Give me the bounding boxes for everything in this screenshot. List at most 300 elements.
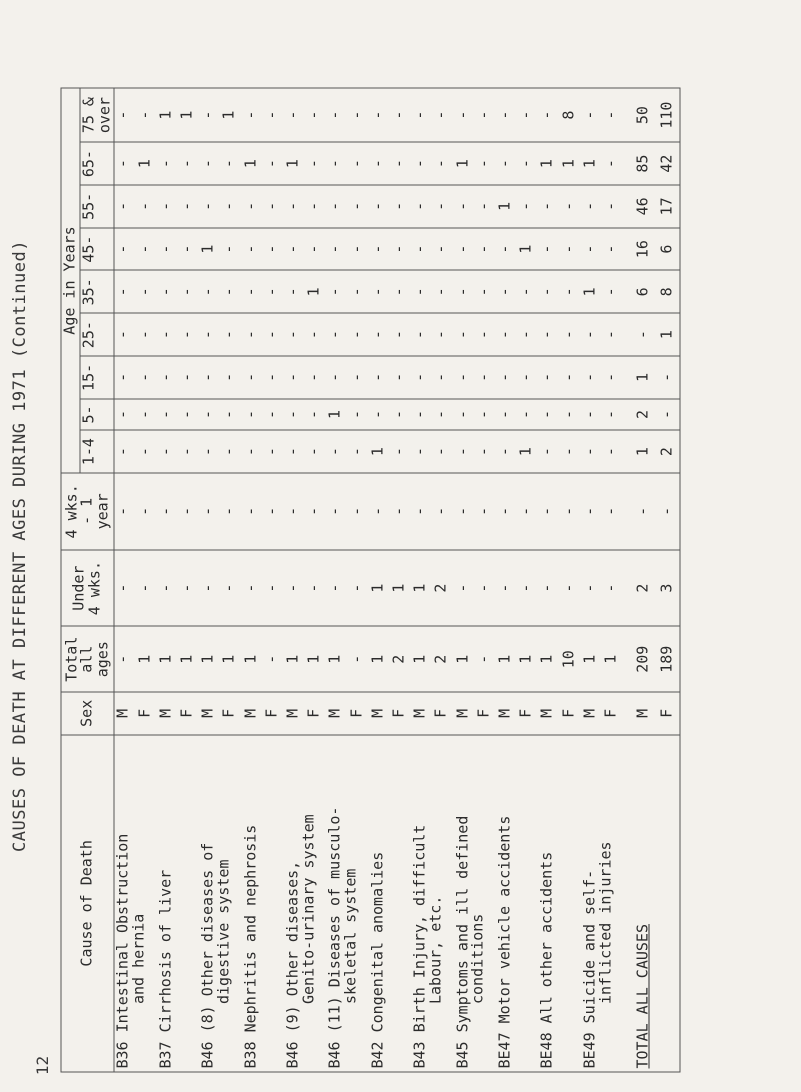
value-cell: - [348,550,369,627]
table-row [538,88,559,1072]
cause-cell [369,735,411,1072]
cause-cell [623,735,679,1072]
value-cell: - [496,142,517,185]
value-cell: - [178,270,199,313]
value-cell: - [326,228,347,271]
value-cell: 6 [658,228,680,271]
value-cell: 2 [623,550,657,627]
value-cell: - [454,185,475,228]
value-cell: - [390,356,411,399]
value-cell: - [136,473,157,550]
sex-cell: F [220,692,241,735]
value-cell: - [369,356,390,399]
sex-cell: F [560,692,581,735]
age-label: 25- [78,321,97,349]
value-cell: - [475,356,496,399]
page-title [0,0,40,1092]
header-age-75-over [79,88,114,142]
value-cell: - [538,550,559,627]
header-age-55 [79,185,114,228]
value-cell: 46 [623,185,657,228]
value-cell: 1 [581,142,602,185]
value-cell: 1 [136,142,157,185]
table-row [496,88,517,1072]
value-cell: 1 [157,626,178,691]
value-cell: - [284,430,305,473]
value-cell: - [475,142,496,185]
value-cell: - [602,88,623,142]
value-cell: - [411,430,432,473]
table-row [242,88,263,1072]
cause-name-line1 [539,738,555,1068]
value-cell: - [326,550,347,627]
value-cell: - [538,473,559,550]
value-cell: - [157,313,178,356]
value-cell: - [390,142,411,185]
value-cell: - [475,228,496,271]
sex-cell: M [454,692,475,735]
value-cell: - [348,430,369,473]
value-cell: - [348,399,369,430]
value-cell: - [348,88,369,142]
header-sex-text: Sex [77,699,96,727]
value-cell: 1 [602,626,623,691]
value-cell: - [284,228,305,271]
value-cell: 209 [623,626,657,691]
value-cell: - [390,228,411,271]
cause-name-line1 [115,738,131,1068]
cause-text: Intestinal Obstruction [113,833,132,1033]
value-cell: - [136,228,157,271]
value-cell: - [369,313,390,356]
table-row [454,88,475,1072]
value-cell: 1 [560,142,581,185]
value-cell: - [178,356,199,399]
value-cell: - [114,228,136,271]
value-cell: - [602,399,623,430]
value-cell: - [242,399,263,430]
value-cell: - [199,356,220,399]
cause-name-line1 [240,738,259,1069]
sex-cell: M [369,692,390,735]
value-cell: - [517,550,538,627]
value-cell: 2 [658,430,680,473]
causes-of-death-table-container [60,88,680,1073]
value-cell: - [157,270,178,313]
sex-cell: F [178,692,199,735]
value-cell: - [284,185,305,228]
value-cell: 1 [623,356,657,399]
sex-cell: F [475,692,496,735]
value-cell: - [560,399,581,430]
value-cell: 1 [369,430,390,473]
header-age-group-text: Age in Years [60,226,78,335]
value-cell: - [369,228,390,271]
cause-cell [326,735,368,1072]
value-cell: - [454,270,475,313]
value-cell: - [560,185,581,228]
value-cell: - [538,270,559,313]
table-row [411,88,432,1072]
header-4wks-line2: - 1 [77,497,96,525]
cause-text: All other accidents [537,851,556,1024]
cause-cell [199,735,241,1072]
value-cell: - [326,430,347,473]
value-cell: - [305,473,326,550]
value-cell: 1 [284,626,305,691]
cause-name-line2 [213,738,232,1068]
total-label: TOTAL ALL CAUSES [633,924,652,1069]
value-cell: - [114,626,136,691]
sex-cell: M [581,692,602,735]
header-total-line1: Total [61,636,80,682]
value-cell: - [305,88,326,142]
cause-text: (8) Other diseases of [198,842,217,1033]
value-cell: 110 [658,88,680,142]
value-cell: 1 [658,313,680,356]
value-cell: - [199,88,220,142]
value-cell: - [581,399,602,430]
value-cell: - [496,88,517,142]
value-cell: - [178,313,199,356]
cause-cell [284,735,326,1072]
value-cell: - [263,473,284,550]
table-header [61,88,114,1072]
value-cell: 2 [432,550,453,627]
value-cell: - [475,88,496,142]
value-cell: 42 [658,142,680,185]
value-cell: - [496,399,517,430]
cause-name-line2 [425,738,444,1068]
value-cell: - [114,185,136,228]
value-cell: - [199,430,220,473]
header-4wks-line3: year [93,493,111,530]
value-cell: - [538,228,559,271]
value-cell: - [136,185,157,228]
causes-of-death-table [60,88,680,1073]
value-cell: 1 [517,626,538,691]
header-cause-text: Cause of Death [77,840,96,967]
value-cell: - [432,270,453,313]
age-label: 45- [78,235,97,263]
page-number [28,1050,58,1080]
age-label: 65- [78,150,97,178]
sex-cell: F [136,692,157,735]
value-cell: - [178,473,199,550]
table-row [623,88,657,1072]
value-cell: 1 [538,142,559,185]
value-cell: - [602,185,623,228]
value-cell: - [284,550,305,627]
value-cell: 50 [623,88,657,142]
value-cell: - [157,550,178,627]
value-cell: - [454,473,475,550]
value-cell: - [602,550,623,627]
cause-code: BE48 [537,1032,556,1069]
value-cell: - [560,313,581,356]
value-cell: - [284,270,305,313]
value-cell: - [305,185,326,228]
value-cell: - [326,356,347,399]
cause-text: and hernia [129,913,147,1004]
cause-code: B43 [410,1041,429,1069]
sex-cell: M [326,692,347,735]
value-cell: - [305,313,326,356]
value-cell: - [348,356,369,399]
cause-code: B45 [452,1041,471,1069]
value-cell: - [326,88,347,142]
value-cell: - [369,185,390,228]
sex-cell: M [284,692,305,735]
value-cell: - [496,356,517,399]
value-cell: - [602,142,623,185]
value-cell: 1 [411,550,432,627]
cause-text: digestive system [213,859,232,1004]
value-cell: - [538,356,559,399]
value-cell: - [114,313,136,356]
value-cell: 1 [136,626,157,691]
page-title-text: CAUSES OF DEATH AT DIFFERENT AGES DURING 1971 (Continued) [10,240,31,852]
value-cell: - [157,473,178,550]
value-cell: - [602,430,623,473]
value-cell: - [136,270,157,313]
sex-cell: F [432,692,453,735]
value-cell: - [517,356,538,399]
value-cell: - [411,270,432,313]
value-cell: - [602,313,623,356]
value-cell: - [411,356,432,399]
value-cell: - [114,550,136,627]
value-cell: - [454,399,475,430]
value-cell: - [136,313,157,356]
value-cell: 1 [178,88,199,142]
value-cell: - [496,270,517,313]
value-cell: - [199,313,220,356]
table-row [369,88,390,1072]
value-cell: 1 [199,228,220,271]
value-cell: 1 [199,626,220,691]
cause-text: Genito-urinary system [298,814,317,1004]
value-cell: - [242,88,263,142]
value-cell: - [411,185,432,228]
value-cell: - [658,356,680,399]
value-cell: - [199,270,220,313]
value-cell: - [178,399,199,430]
header-age-15 [79,356,114,399]
age-label: 35- [78,278,97,306]
value-cell: - [263,626,284,691]
value-cell: 2 [623,399,657,430]
cause-cell [496,735,538,1072]
value-cell: - [602,473,623,550]
cause-code: B38 [240,1041,259,1069]
value-cell: - [157,399,178,430]
header-total-line3: ages [93,641,111,678]
sex-cell: M [623,692,657,735]
value-cell: - [220,228,241,271]
value-cell: - [178,142,199,185]
value-cell: - [242,430,263,473]
cause-text: conditions [468,913,487,1004]
value-cell: 1 [517,228,538,271]
value-cell: - [178,228,199,271]
value-cell: 1 [454,626,475,691]
value-cell: - [496,313,517,356]
value-cell: 1 [305,270,326,313]
page-number-text: 12 [33,1055,53,1075]
value-cell: - [411,399,432,430]
cause-text: (9) Other diseases, [282,860,301,1033]
value-cell: - [178,550,199,627]
value-cell: 1 [496,626,517,691]
value-cell: - [178,185,199,228]
sex-cell: M [199,692,220,735]
value-cell: - [220,270,241,313]
value-cell: 1 [242,142,263,185]
value-cell: 1 [517,430,538,473]
value-cell: - [136,356,157,399]
value-cell: - [432,228,453,271]
value-cell: - [220,473,241,550]
cause-code: B42 [367,1041,386,1069]
table-row [326,88,347,1072]
value-cell: - [538,430,559,473]
value-cell: - [263,356,284,399]
header-age-45 [79,228,114,271]
value-cell: - [114,142,136,185]
cause-text: skeletal system [341,868,360,1004]
value-cell: 6 [623,270,657,313]
value-cell: - [157,228,178,271]
value-cell: - [454,88,475,142]
value-cell: - [658,399,680,430]
value-cell: - [390,88,411,142]
value-cell: 189 [658,626,680,691]
value-cell: - [284,88,305,142]
age-label: 75 & [78,97,97,134]
value-cell: - [326,270,347,313]
cause-code: B46 [325,1041,344,1069]
value-cell: - [432,88,453,142]
cause-name-line1 [497,738,513,1068]
value-cell: - [178,430,199,473]
value-cell: 1 [220,88,241,142]
value-cell: - [390,430,411,473]
value-cell: - [263,399,284,430]
cause-name-line1 [367,738,386,1069]
cause-cell [454,735,496,1072]
value-cell: 8 [658,270,680,313]
header-total [61,626,114,691]
value-cell: - [348,473,369,550]
value-cell: - [475,550,496,627]
sex-cell: F [348,692,369,735]
value-cell: - [517,270,538,313]
value-cell: - [348,228,369,271]
value-cell: 1 [326,399,347,430]
value-cell: - [517,473,538,550]
value-cell: - [454,356,475,399]
value-cell: - [475,270,496,313]
value-cell: - [411,228,432,271]
value-cell: 1 [284,142,305,185]
value-cell: - [602,356,623,399]
value-cell: 1 [538,626,559,691]
value-cell: - [348,185,369,228]
value-cell: - [242,185,263,228]
value-cell: - [220,142,241,185]
value-cell: - [157,185,178,228]
cause-text: Birth Injury, difficult [410,824,429,1033]
cause-name-line2 [470,738,486,1068]
value-cell: - [199,473,220,550]
value-cell: - [432,356,453,399]
value-cell: - [263,550,284,627]
value-cell: - [560,550,581,627]
sex-cell: M [538,692,559,735]
value-cell: - [199,185,220,228]
cause-text: Labour, etc. [425,895,444,1004]
value-cell: - [369,270,390,313]
header-age-65 [79,142,114,185]
value-cell: - [326,142,347,185]
table-row [157,88,178,1072]
value-cell: - [517,142,538,185]
cause-cell [538,735,580,1072]
value-cell: - [475,626,496,691]
value-cell: - [560,228,581,271]
age-label: 1-4 [78,438,97,466]
value-cell: - [432,430,453,473]
cause-code: B36 [113,1041,132,1069]
value-cell: - [475,185,496,228]
header-sex [61,692,114,735]
value-cell: - [623,473,657,550]
header-under-4wks [61,550,114,627]
value-cell: - [305,550,326,627]
cause-cell [581,735,623,1072]
value-cell: - [475,473,496,550]
value-cell: - [658,473,680,550]
value-cell: - [326,185,347,228]
sex-cell: F [305,692,326,735]
table-row [114,88,136,1072]
header-age-in-years [61,88,80,473]
header-age-25 [79,313,114,356]
value-cell: - [411,142,432,185]
value-cell: 1 [326,626,347,691]
value-cell: 17 [658,185,680,228]
value-cell: - [581,473,602,550]
value-cell: - [114,356,136,399]
value-cell: 1 [157,88,178,142]
cause-name-line2 [595,738,614,1068]
value-cell: 1 [496,185,517,228]
value-cell: - [538,313,559,356]
cause-code: BE49 [579,1032,598,1069]
cause-text: Suicide and self- [579,869,598,1024]
table-row [199,88,220,1072]
header-under4-line2: 4 wks. [85,561,104,616]
cause-text: Congenital anomalies [367,851,386,1033]
value-cell: - [517,399,538,430]
value-cell: 8 [560,88,581,142]
sex-cell: M [114,692,136,735]
cause-name-line1 [155,738,174,1069]
value-cell: 1 [369,626,390,691]
value-cell: - [220,313,241,356]
value-cell: - [220,430,241,473]
